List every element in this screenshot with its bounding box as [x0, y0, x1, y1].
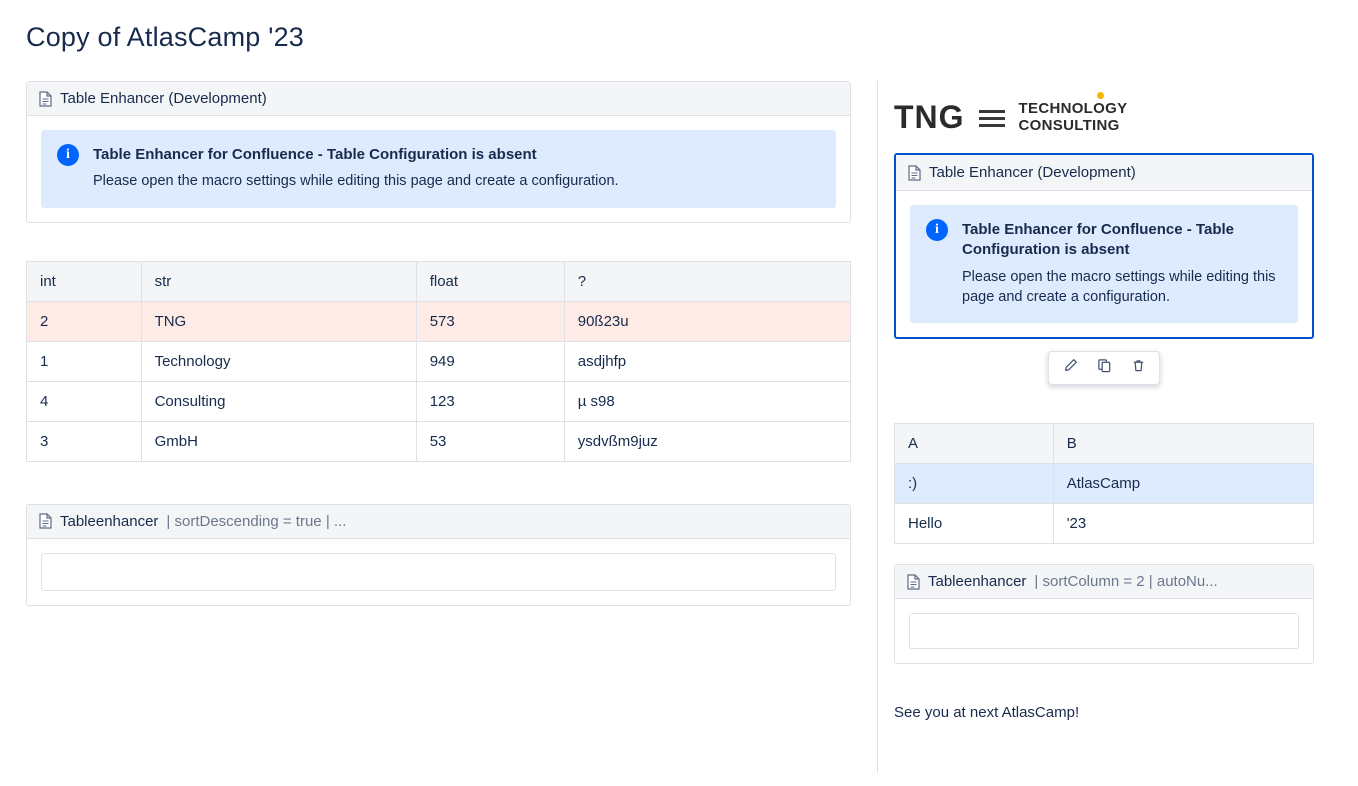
table-cell: 123 — [416, 381, 564, 421]
right-macro-body — [896, 191, 1312, 337]
pencil-icon — [1063, 358, 1078, 378]
page-columns — [0, 81, 1358, 773]
table-cell: TNG — [141, 301, 416, 341]
right-info-box — [910, 205, 1298, 323]
tng-logo-bars-icon — [979, 110, 1005, 127]
right-footer-macro-name: Tableenhancer — [928, 573, 1027, 591]
table-cell: µ s98 — [564, 381, 850, 421]
column-header-int[interactable]: int — [27, 261, 142, 301]
document-icon — [39, 91, 52, 107]
logo-dot-icon — [1097, 92, 1104, 99]
document-icon — [907, 574, 920, 590]
table-header-row — [895, 424, 1314, 464]
right-footer-macro-header — [895, 565, 1313, 599]
column-header-str[interactable]: str — [141, 261, 416, 301]
table-row[interactable] — [27, 301, 851, 341]
table-row[interactable] — [27, 341, 851, 381]
tng-logo-line1: TECHNOLOGY — [1018, 100, 1128, 117]
left-info-box — [41, 130, 836, 208]
closing-note: See you at next AtlasCamp! — [894, 704, 1080, 722]
copy-macro-button[interactable] — [1087, 355, 1121, 381]
table-cell: :) — [895, 464, 1054, 504]
left-footer-macro[interactable] — [26, 504, 851, 606]
table-row[interactable] — [27, 421, 851, 461]
right-data-table[interactable] — [894, 423, 1314, 544]
table-cell: Technology — [141, 341, 416, 381]
edit-macro-button[interactable] — [1053, 355, 1087, 381]
table-row[interactable] — [27, 381, 851, 421]
table-row[interactable] — [895, 504, 1314, 544]
right-info-text: Please open the macro settings while editing this page and create a configuration. — [962, 268, 1276, 305]
table-cell: 90ß23u — [564, 301, 850, 341]
right-info-title: Table Enhancer for Confluence - Table Configuration is absent — [962, 221, 1234, 259]
right-column — [878, 81, 1336, 773]
table-cell: 3 — [27, 421, 142, 461]
right-footer-macro-params: | sortColumn = 2 | autoNu... — [1034, 573, 1218, 591]
left-column — [0, 81, 878, 773]
right-footer-macro-body[interactable] — [909, 613, 1299, 649]
table-cell: 4 — [27, 381, 142, 421]
left-data-table[interactable] — [26, 261, 851, 462]
table-cell: 2 — [27, 301, 142, 341]
left-info-title: Table Enhancer for Confluence - Table Configuration is absent — [93, 146, 537, 163]
right-macro-header — [896, 155, 1312, 191]
copy-icon — [1097, 358, 1112, 378]
left-macro-header — [27, 82, 850, 116]
right-footer-macro[interactable] — [894, 564, 1314, 664]
page-title: Copy of AtlasCamp '23 — [26, 22, 304, 52]
left-footer-macro-name: Tableenhancer — [60, 512, 159, 530]
column-header-b[interactable]: B — [1053, 424, 1313, 464]
tng-logo-word: TNG — [894, 98, 965, 135]
tng-logo-line2: CONSULTING — [1018, 117, 1120, 134]
table-cell: AtlasCamp — [1053, 464, 1313, 504]
left-footer-macro-body[interactable] — [41, 553, 836, 591]
left-macro-panel[interactable] — [26, 81, 851, 223]
tng-logo — [894, 81, 1314, 139]
delete-macro-button[interactable] — [1121, 355, 1155, 381]
left-macro-body — [27, 116, 850, 222]
left-info-text: Please open the macro settings while editing this page and create a configuration. — [93, 173, 619, 190]
table-header-row — [27, 261, 851, 301]
trash-icon — [1131, 358, 1146, 378]
document-icon — [908, 165, 921, 181]
table-cell: 1 — [27, 341, 142, 381]
table-row[interactable] — [895, 464, 1314, 504]
table-cell: ysdvßm9juz — [564, 421, 850, 461]
table-cell: 949 — [416, 341, 564, 381]
column-header-a[interactable]: A — [895, 424, 1054, 464]
document-icon — [39, 513, 52, 529]
column-header-float[interactable]: float — [416, 261, 564, 301]
tng-logo-subtitle — [1019, 100, 1128, 134]
table-cell: Hello — [895, 504, 1054, 544]
table-cell: GmbH — [141, 421, 416, 461]
left-footer-macro-params: | sortDescending = true | ... — [166, 512, 347, 530]
table-cell: 53 — [416, 421, 564, 461]
table-cell: '23 — [1053, 504, 1313, 544]
table-cell: Consulting — [141, 381, 416, 421]
left-footer-macro-header — [27, 505, 850, 539]
table-cell: asdjhfp — [564, 341, 850, 381]
right-macro-panel-selected[interactable] — [894, 153, 1314, 339]
table-cell: 573 — [416, 301, 564, 341]
info-icon: i — [57, 144, 79, 166]
info-icon: i — [926, 219, 948, 241]
macro-toolbar[interactable] — [1048, 351, 1160, 385]
column-header-question[interactable]: ? — [564, 261, 850, 301]
left-macro-header-label: Table Enhancer (Development) — [60, 90, 267, 107]
right-macro-header-label: Table Enhancer (Development) — [929, 164, 1136, 181]
